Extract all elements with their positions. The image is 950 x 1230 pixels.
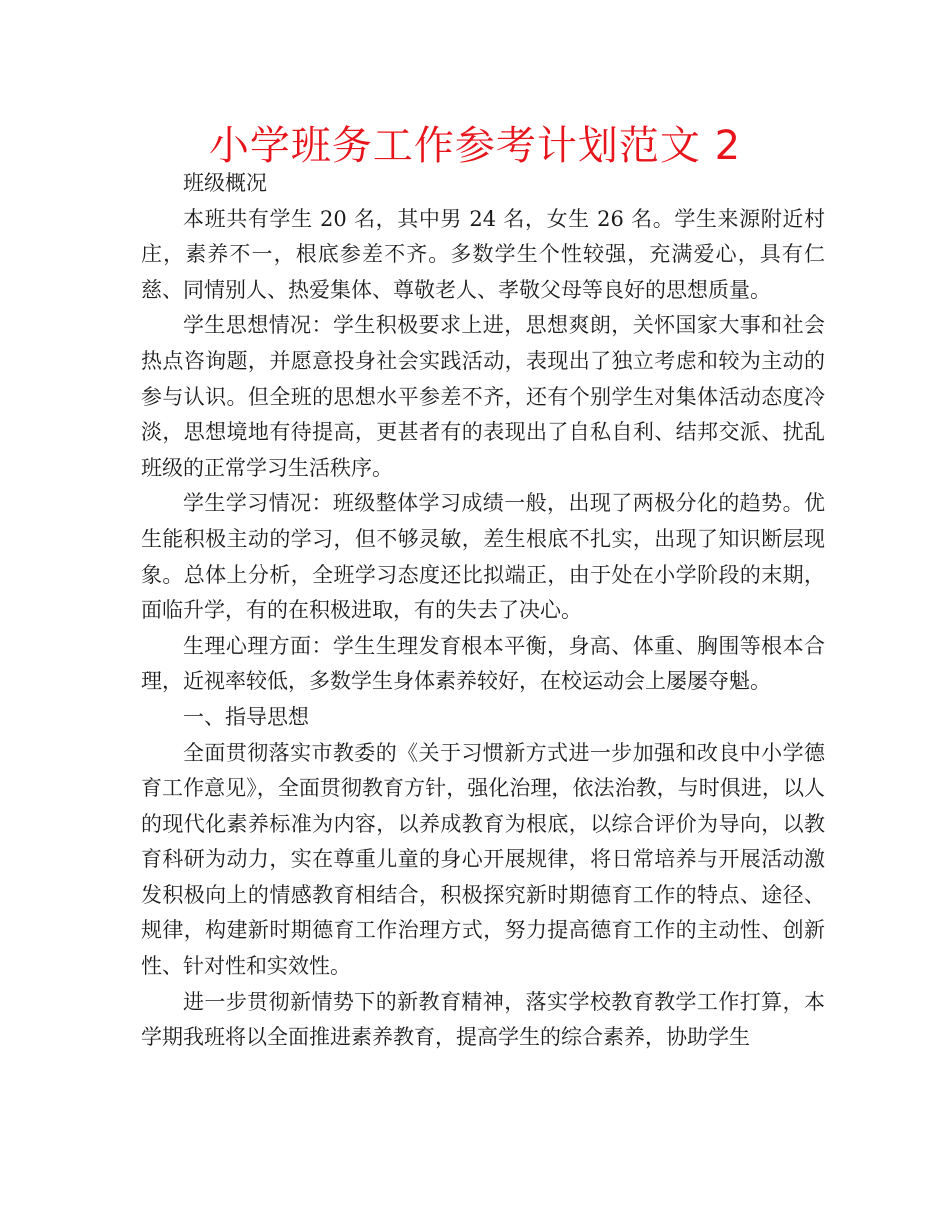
paragraph-further-implementation: 进一步贯彻新情势下的新教育精神，落实学校教育教学工作打算，本学期我班将以全面推进素养教育，提高学生的综合素养，协助学生 [141, 989, 825, 1050]
document-title: 小学班务工作参考计划范文 2 [208, 123, 742, 169]
paragraph-student-thinking: 学生思想情况：学生积极要求上进，思想爽朗，关怀国家大事和社会热点咨询题，并愿意投身社会实践活动，表现出了独立考虑和较为主动的参与认识。但全班的思想水平参差不齐，还有个别学生对集体活动态度冷淡，思想境地有待提高，更甚者有的表现出了自私自利、结邦交派、扰乱班级的正常学习生活秩序。 [141, 313, 825, 480]
document-body [141, 166, 825, 1056]
paragraph-physiology-psychology: 生理心理方面：学生生理发育根本平衡，身高、体重、胸围等根本合理，近视率较低，多数学生身体素养较好，在校运动会上屡屡夺魁。 [141, 633, 825, 694]
paragraph-student-learning: 学生学习情况：班级整体学习成绩一般，出现了两极分化的趋势。优生能积极主动的学习，但不够灵敏，差生根底不扎实，出现了知识断层现象。总体上分析，全班学习态度还比拟端正，由于处在小学阶段的末期，面临升学，有的在积极进取，有的失去了决心。 [141, 491, 825, 623]
paragraph-guiding-ideology: 全面贯彻落实市教委的《关于习惯新方式进一步加强和改良中小学德育工作意见》，全面贯彻教育方针，强化治理，依法治教，与时俱进，以人的现代化素养标准为内容，以养成教育为根底，以综合评价为导向，以教育科研为动力，实在尊重儿童的身心开展规律，将日常培养与开展活动激发积极向上的情感教育相结合，积极探究新时期德育工作的特点、途径、规律，构建新时期德育工作治理方式，努力提高德育工作的主动性、创新性、针对性和实效性。 [141, 740, 825, 979]
section-heading-guiding-ideology: 一、指导思想 [183, 704, 309, 729]
paragraph-class-overview: 本班共有学生 20 名，其中男 24 名，女生 26 名。学生来源附近村庄，素养不一，根底参差不齐。多数学生个性较强，充满爱心，具有仁慈、同情别人、热爱集体、尊敬老人、孝敬父母等良好的思想质量。 [141, 206, 825, 302]
paragraph-class-overview-heading: 班级概况 [183, 171, 267, 195]
